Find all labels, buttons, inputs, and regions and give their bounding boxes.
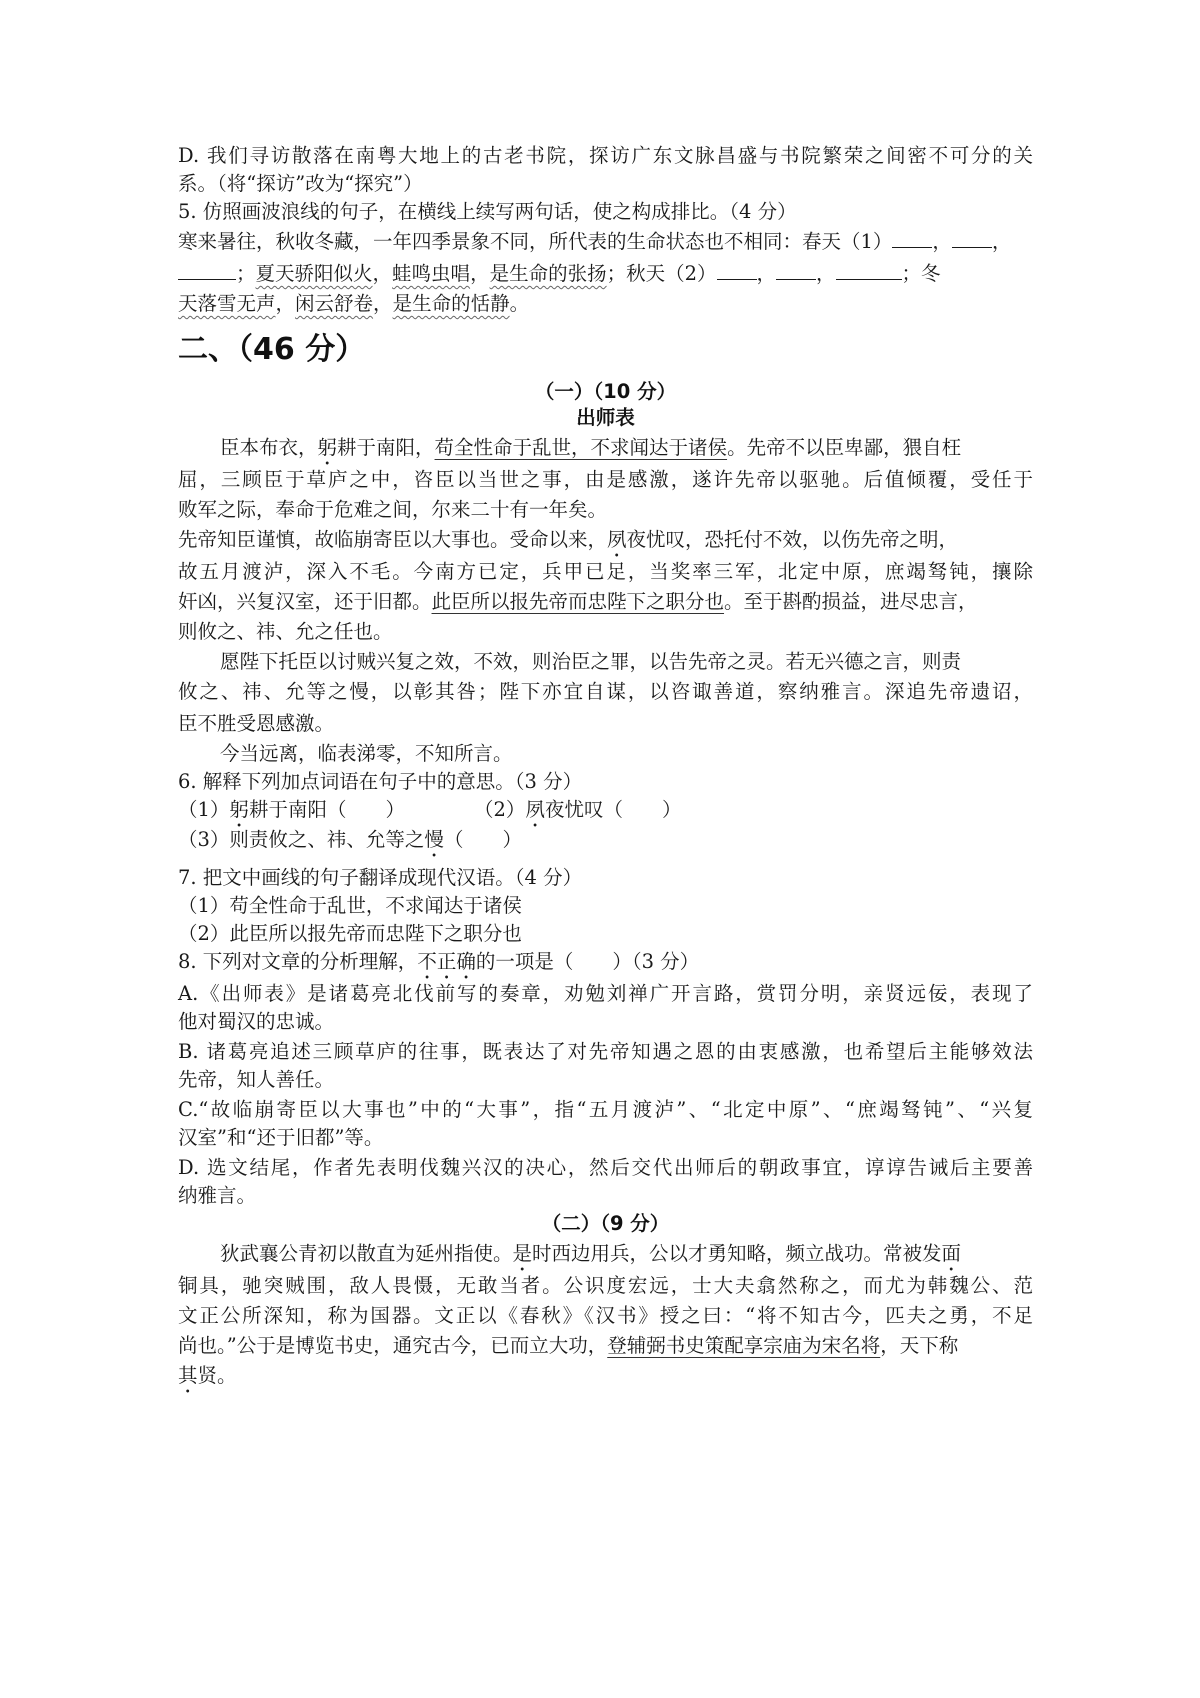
q5-sep: ； (236, 262, 256, 285)
p1-text: 。先帝不以臣卑鄙，猥自枉 (727, 436, 962, 459)
q6-title: 6. 解释下列加点词语在句子中的意思。（3 分） (178, 770, 583, 793)
p2-text: 夜忧叹，恐托付不效，以伤先帝之明， (626, 528, 959, 551)
q5-comma: ， (756, 262, 777, 285)
q5-winter-start: ；冬 (901, 262, 941, 285)
q5-line1 (178, 226, 1033, 254)
t2-line3: 文正公所深知，称为国器。文正以《春秋》《汉书》授之曰：“将不知古今，匹夫之勇，不足 (178, 1304, 1033, 1327)
q6-text: （3）则责攸之、祎、允等之 (178, 828, 425, 851)
p1-text: 耕于南阳， (337, 436, 435, 459)
p2-line3 (178, 586, 978, 614)
q5-comma: ， (470, 262, 490, 285)
q5-comma: ， (932, 230, 952, 253)
q8-option-a-line2: 他对蜀汉的忠诚。 (178, 1010, 335, 1033)
q5-comma: ， (372, 262, 393, 285)
q6-text: （ ） (443, 828, 522, 851)
q5-wave-clouds: 闲云舒卷 (295, 292, 374, 315)
q5-blank-1b[interactable] (952, 229, 992, 248)
q5-autumn-label: ；秋天（2） (606, 262, 717, 285)
t2-text: 时西边用兵，公以才勇知略，频立战功。常被发 (532, 1242, 942, 1265)
t2-text: ，天下称 (880, 1334, 959, 1357)
q5-comma: ， (816, 262, 836, 285)
q5-line2 (178, 258, 1033, 286)
underlined-sentence-3: 登辅弼书史策配享宗庙为宋名将 (607, 1334, 881, 1357)
p4-line1: 今当远离，临表涕零，不知所言。 (220, 742, 513, 765)
q7-item-1: （1）苟全性命于乱世，不求闻达于诸侯 (178, 894, 522, 917)
q6-dotted-man: 慢 (424, 828, 444, 851)
p2-text: 奸凶，兴复汉室，还于旧都。 (178, 590, 432, 613)
t2-text: 尚也。”公于是博览书史，通究古今，已而立大功， (178, 1334, 608, 1357)
q4-option-d-line1: D. 我们寻访散落在南粤大地上的古老书院，探访广东文脉昌盛与书院繁荣之间密不可分的关 (178, 144, 1033, 167)
q5-wave-summer: 夏天骄阳似火 (255, 262, 373, 285)
q8-dotted-incorrect: 不正确 (417, 950, 476, 973)
q8-option-b-line1: B. 诸葛亮追述三顾草庐的往事，既表达了对先帝知遇之恩的由衷感激，也希望后主能够效法 (178, 1040, 1033, 1063)
p3-line1: 愿陛下托臣以讨贼兴复之效，不效，则治臣之罪，以告先帝之灵。若无兴德之言，则责 (220, 650, 962, 673)
q8-option-d-line1: D. 选文结尾，作者先表明伐魏兴汉的决心，然后交代出师后的朝政事宜，谆谆告诫后主要善 (178, 1156, 1033, 1179)
p1-line2: 屈，三顾臣于草庐之中，咨臣以当世之事，由是感激，遂许先帝以驱驰。后值倾覆，受任于 (178, 468, 1033, 491)
underlined-sentence-1: 苟全性命于乱世，不求闻达于诸侯 (434, 436, 728, 459)
section-heading: 二、（46 分） (178, 332, 366, 367)
q6-text: 夜忧叹（ ） (544, 798, 682, 821)
p3-line3: 臣不胜受恩感激。 (178, 712, 335, 735)
p1-line3: 败军之际，奉命于危难之间，尔来二十有一年矣。 (178, 498, 608, 521)
q5-comma: ， (991, 230, 1012, 253)
q5-period: 。 (509, 292, 530, 315)
p2-text: 。至于斟酌损益，进尽忠言， (724, 590, 978, 613)
t2-dotted-qi: 其 (178, 1364, 198, 1387)
t2-line4 (178, 1330, 958, 1358)
q5-comma: ， (373, 292, 393, 315)
part2-heading: （二）（9 分） (541, 1212, 670, 1235)
q5-wave-frogs: 蛙鸣虫唱 (392, 262, 471, 285)
t2-dotted-mian: 面 (941, 1242, 962, 1265)
q7-item-2: （2）此臣所以报先帝而忠陛下之职分也 (178, 922, 522, 945)
q8-option-c-line2: 汉室”和“还于旧都”等。 (178, 1126, 384, 1149)
text-title: 出师表 (576, 406, 635, 429)
q6-label: （1） (178, 798, 230, 821)
dotted-word-gong: 躬 (317, 436, 338, 459)
q5-blank-1c[interactable] (178, 261, 236, 280)
q8-option-a-line1: A.《出师表》是诸葛亮北伐前写的奏章，劝勉刘禅广开言路，赏罚分明，亲贤远佞，表现了 (178, 982, 1033, 1005)
q4-option-d-line2: 系。（将“探访”改为“探究”） (178, 172, 423, 195)
q7-title: 7. 把文中画线的句子翻译成现代汉语。（4 分） (178, 866, 583, 889)
dotted-word-su: 夙 (607, 528, 627, 551)
q6-label: （2） (474, 798, 526, 821)
t2-line5 (178, 1360, 237, 1398)
part1-heading: （一）（10 分） (534, 380, 677, 403)
q5-wave-calm: 是生命的恬静 (392, 292, 510, 315)
q5-blank-1a[interactable] (892, 229, 932, 248)
q5-title: 5. 仿照画波浪线的句子，在横线上续写两句话，使之构成排比。（4 分） (178, 200, 797, 223)
q5-wave-snow: 天落雪无声 (178, 292, 276, 315)
q8-option-d-line2: 纳雅言。 (178, 1184, 257, 1207)
p2-line2: 故五月渡泸，深入不毛。今南方已定，兵甲已足，当奖率三军，北定中原，庶竭驽钝，攘除 (178, 560, 1033, 583)
q6-dotted-su: 夙 (525, 798, 545, 821)
p2-line4: 则攸之、祎、允之任也。 (178, 620, 393, 643)
q8-text: 8. 下列对文章的分析理解， (178, 950, 418, 973)
q5-blank-2c[interactable] (836, 261, 902, 280)
t2-text: 贤。 (197, 1364, 237, 1387)
q5-blank-2a[interactable] (717, 261, 757, 280)
q8-option-b-line2: 先帝，知人善任。 (178, 1068, 335, 1091)
q6-text: 耕于南阳（ ） (248, 798, 405, 821)
q5-line1-text: 寒来暑往，秋收冬藏，一年四季景象不同，所代表的生命状态也不相同：春天（1） (178, 230, 893, 253)
q5-wave-life: 是生命的张扬 (489, 262, 607, 285)
t2-dotted-shi: 是 (512, 1242, 533, 1265)
q6-item-3 (178, 824, 522, 862)
q5-comma: ， (275, 292, 296, 315)
q5-line3 (178, 288, 529, 316)
q8-text: 的一项是（ ）（3 分） (475, 950, 700, 973)
q8-option-c-line1: C.“故临崩寄臣以大事也”中的“大事”，指“五月渡泸”、“北定中原”、“庶竭驽钝”、“兴复 (178, 1098, 1033, 1121)
q6-dotted-gong: 躬 (229, 798, 249, 821)
t2-text: 狄武襄公青初以散直为延州指使。 (220, 1242, 513, 1265)
underlined-sentence-2: 此臣所以报先帝而忠陛下之职分也 (431, 590, 725, 613)
p1-text: 臣本布衣， (220, 436, 318, 459)
p2-text: 先帝知臣谨慎，故临崩寄臣以大事也。受命以来， (178, 528, 608, 551)
t2-line2: 铜具，驰突贼围，敌人畏慑，无敢当者。公识度宏远，士大夫翕然称之，而尤为韩魏公、范 (178, 1274, 1033, 1297)
q5-blank-2b[interactable] (776, 261, 816, 280)
p3-line2: 攸之、祎、允等之慢，以彰其咎；陛下亦宜自谋，以咨诹善道，察纳雅言。深追先帝遗诏， (178, 680, 1033, 703)
